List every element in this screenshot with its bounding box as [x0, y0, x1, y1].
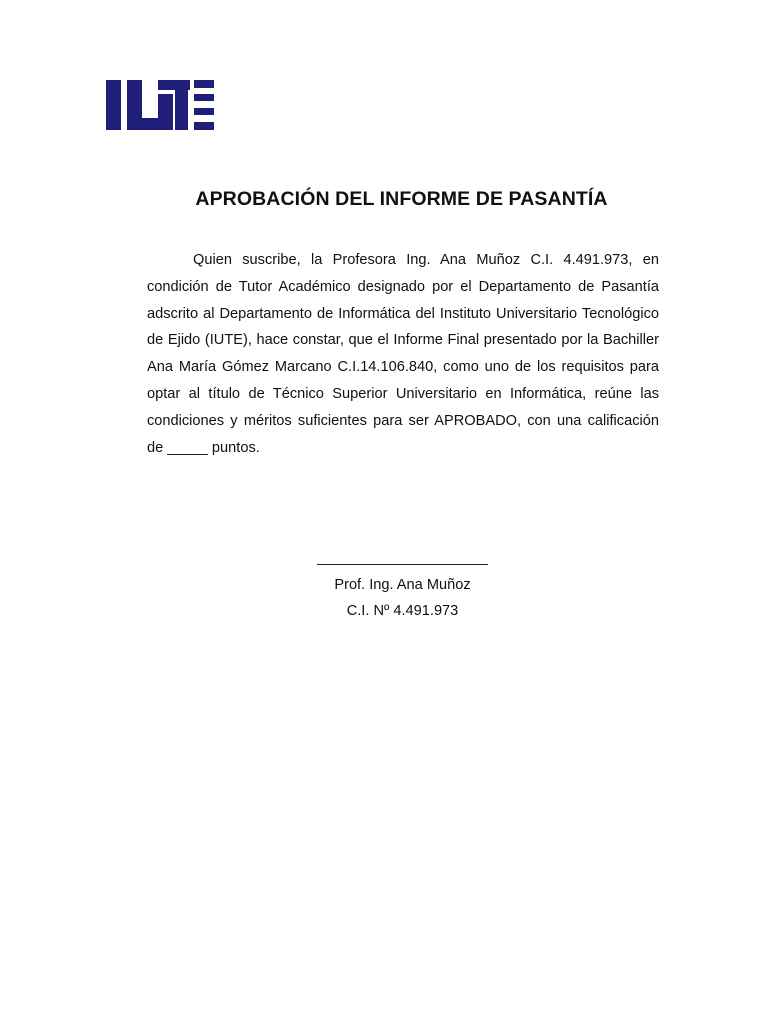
body-paragraph: Quien suscribe, la Profesora Ing. Ana Muñoz C.I. 4.491.973, en condición de Tutor Académico designado por el Departamento de Pasantía adscrito al Departamento de Informática del Instituto Universitario Tecnológico de Ejido (IUTE), hace constar, que el Informe Final presentado por la Bachiller Ana María Gómez Marcano C.I.14.106.840, como uno de los requisitos para optar al título de Técnico Superior Universitario en Informática, reúne las condiciones y méritos suficientes para ser APROBADO, con una calificación de _____ puntos. — [147, 252, 659, 456]
iute-logo — [106, 80, 214, 130]
document-title: APROBACIÓN DEL INFORME DE PASANTÍA — [195, 188, 608, 210]
signer-id: C.I. Nº 4.491.973 — [346, 603, 459, 619]
signer-name: Prof. Ing. Ana Muñoz — [334, 576, 471, 593]
signature-line: _____________________ — [317, 550, 488, 566]
signature-block — [290, 545, 515, 625]
